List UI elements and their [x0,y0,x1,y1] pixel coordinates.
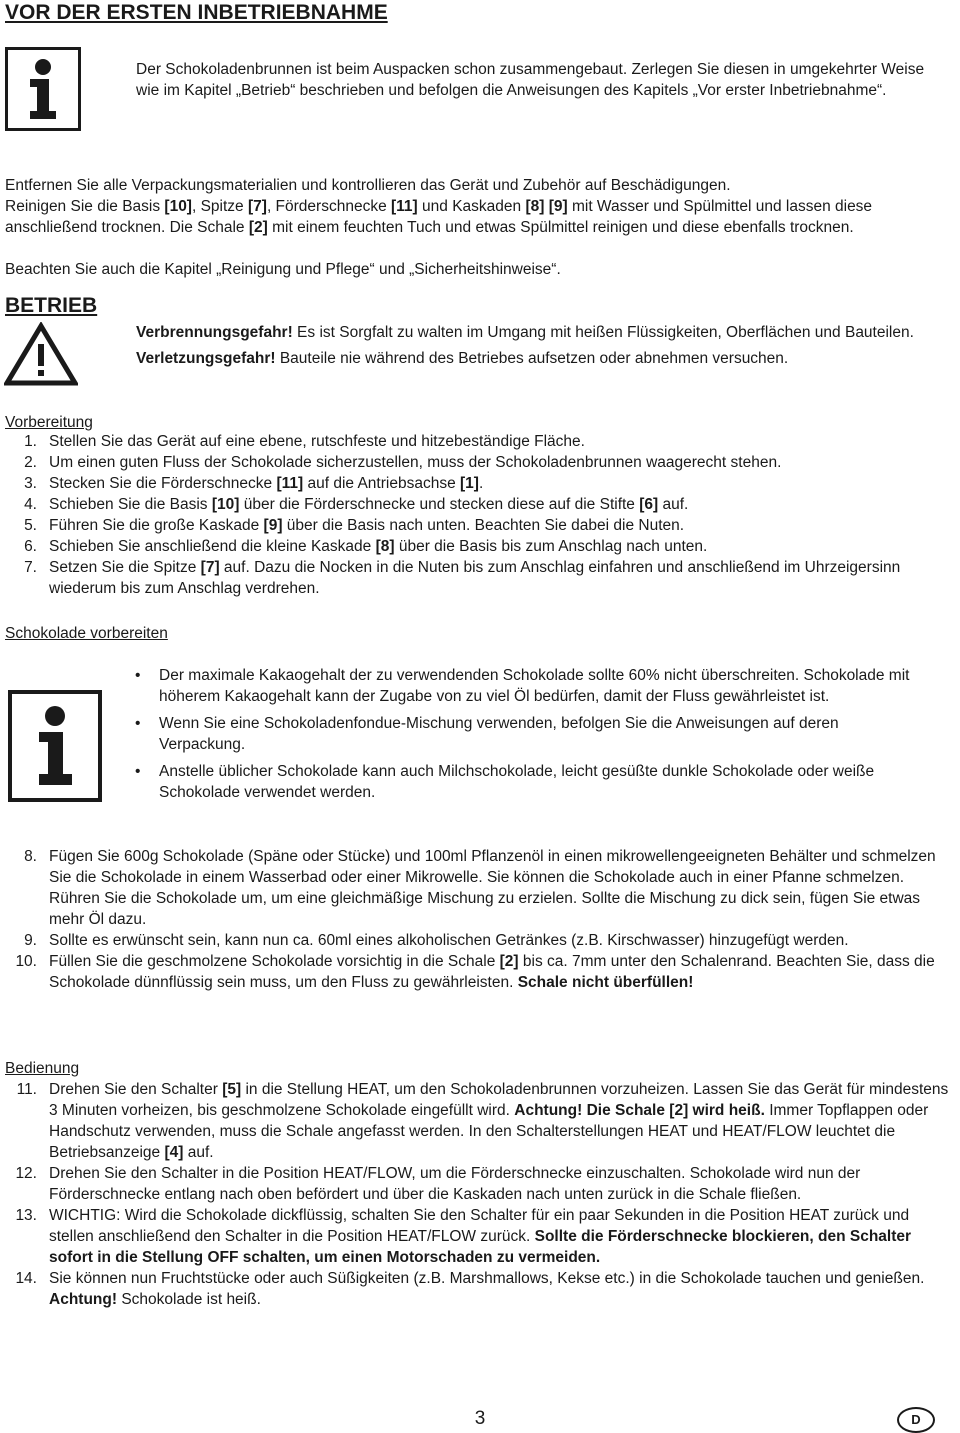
info-icon [5,47,81,137]
info-icon [8,690,102,808]
intro-paragraph-1: Entfernen Sie alle Verpackungsmaterialien und kontrollieren das Gerät und Zubehör auf Beschädigungen. [5,177,731,194]
subheading-vorbereitung: Vorbereitung [5,414,93,431]
info-note: Der Schokoladenbrunnen ist beim Auspacken schon zusammengebaut. Zerlegen Sie diesen in umgekehrter Weise wie im Kapitel „Betrieb“ beschrieben und befolgen die Anweisungen des Kapitels „Vor erster Inbetriebnahme“. [136,61,925,99]
intro-paragraph-2: Reinigen Sie die Basis [10], Spitze [7], Förderschnecke [11] und Kaskaden [8] [9] mit Wasser und Spülmittel und lassen diese anschließend trocknen. Die Schale [2] mit einem feuchten Tuch und etwas Spülmittel reinigen und diese ebenfalls trocknen. [5,198,873,236]
page-number: 3 [474,1408,486,1429]
warning-burn: Verbrennungsgefahr! Es ist Sorgfalt zu walten im Umgang mit heißen Flüssigkeiten, Oberflächen und Bauteilen. [136,324,914,341]
step-item: 1. Stellen Sie das Gerät auf eine ebene, rutschfeste und hitzebeständige Fläche. [24,433,585,450]
step-item: 9. Sollte es erwünscht sein, kann nun ca. 60ml eines alkoholischen Getränkes (z.B. Kirschwasser) hinzugefügt werden. [24,932,849,949]
list-item: • Anstelle üblicher Schokolade kann auch Milchschokolade, leicht gesüßte dunkle Schokolade oder weiße Schokolade verwendet werden. [135,761,925,803]
subheading-bedienung: Bedienung [5,1060,80,1077]
list-item: • Wenn Sie eine Schokoladenfondue-Mischung verwenden, befolgen Sie die Anweisungen auf deren Verpackung. [135,713,925,755]
step-item: 12. Drehen Sie den Schalter in die Position HEAT/FLOW, um die Förderschnecke einzuschalten. Schokolade wird nun der Förderschnecke entlang nach oben befördert und über die Kaskaden nach unten zurück in die Schale fließen. [15,1165,861,1203]
step-item: 5. Führen Sie die große Kaskade [9] über die Basis nach unten. Beachten Sie dabei die Nuten. [24,517,685,534]
subheading-schokolade: Schokolade vorbereiten [5,625,168,642]
section-heading-betrieb: BETRIEB [5,294,98,317]
step-item: 6. Schieben Sie anschließend die kleine Kaskade [8] über die Basis bis zum Anschlag nach unten. [24,538,708,555]
chocolate-notes [135,665,925,809]
step-item: 2. Um einen guten Fluss der Schokolade sicherzustellen, muss der Schokoladenbrunnen waagerecht stehen. [24,454,782,471]
step-item: 4. Schieben Sie die Basis [10] über die Förderschnecke und stecken diese auf die Stifte [6] auf. [24,496,689,513]
bedienung-steps [5,1079,958,1310]
schokolade-steps [5,846,958,993]
warning-notes [136,322,946,369]
page-title: VOR DER ERSTEN INBETRIEBNAHME [5,1,388,24]
vorbereitung-steps [5,431,958,599]
step-item: 10. Füllen Sie die geschmolzene Schokolade vorsichtig in die Schale [2] bis ca. 7mm unter den Schalenrand. Beachten Sie, dass die Schokolade dünnflüssig sein muss, um den Fluss zu gewährleisten. Schale nicht überfüllen! [15,953,935,991]
list-item: • Der maximale Kakaogehalt der zu verwendenden Schokolade sollte 60% nicht überschreiten. Schokolade mit höherem Kakaogehalt kann der Zugabe von zu viel Öl bedürfen, damit der Fluss gewährleistet ist. [135,665,925,707]
warning-injury: Verletzungsgefahr! Bauteile nie während des Betriebes aufsetzen oder abnehmen versuchen. [136,350,789,367]
step-item: 14. Sie können nun Fruchtstücke oder auch Süßigkeiten (z.B. Marshmallows, Kekse etc.) in die Schokolade tauchen und genießen. Achtung! Schokolade ist heiß. [15,1270,925,1308]
step-item: 11. Drehen Sie den Schalter [5] in die Stellung HEAT, um den Schokoladenbrunnen vorzuheizen. Lassen Sie das Gerät für mindestens 3 Minuten vorheizen, bis geschmolzene Schokolade eingefüllt wird. Achtung! Die Schale [2] wird heiß. Immer Topflappen oder Handschutz verwenden, muss die Schale angefasst werden. In den Schalterstellungen HEAT und HEAT/FLOW leuchtet die Betriebsanzeige [4] auf. [16,1081,949,1161]
intro-paragraph-3: Beachten Sie auch die Kapitel „Reinigung und Pflege“ und „Sicherheitshinweise“. [5,261,561,278]
step-item: 13. WICHTIG: Wird die Schokolade dickflüssig, schalten Sie den Schalter für ein paar Sekunden in die Position HEAT zurück und stellen anschließend den Schalter in die Position HEAT/FLOW zurück. Sollte die Förderschnecke blockieren, den Schalter sofort in die Stellung OFF schalten, um einen Motorschaden zu vermeiden. [15,1207,912,1266]
step-item: 3. Stecken Sie die Förderschnecke [11] auf die Antriebsachse [1]. [24,475,484,492]
step-item: 8. Fügen Sie 600g Schokolade (Späne oder Stücke) und 100ml Pflanzenöl in einen mikrowellengeeigneten Behälter und schmelzen Sie die Schokolade in einem Wasserbad oder einer Mikrowelle. Sie können die Schokolade auch in einer Pfanne schmelzen. Rühren Sie die Schokolade um, um eine gleichmäßige Mischung zu erzielen. Sollte die Mischung zu dick sein, fügen Sie etwas mehr Öl dazu. [24,848,936,928]
country-code-badge: D [897,1407,935,1433]
warning-icon [4,322,78,392]
step-item: 7. Setzen Sie die Spitze [7] auf. Dazu die Nocken in die Nuten bis zum Anschlag einfahren und anschließend im Uhrzeigersinn wiederum bis zum Anschlag verdrehen. [24,559,901,597]
